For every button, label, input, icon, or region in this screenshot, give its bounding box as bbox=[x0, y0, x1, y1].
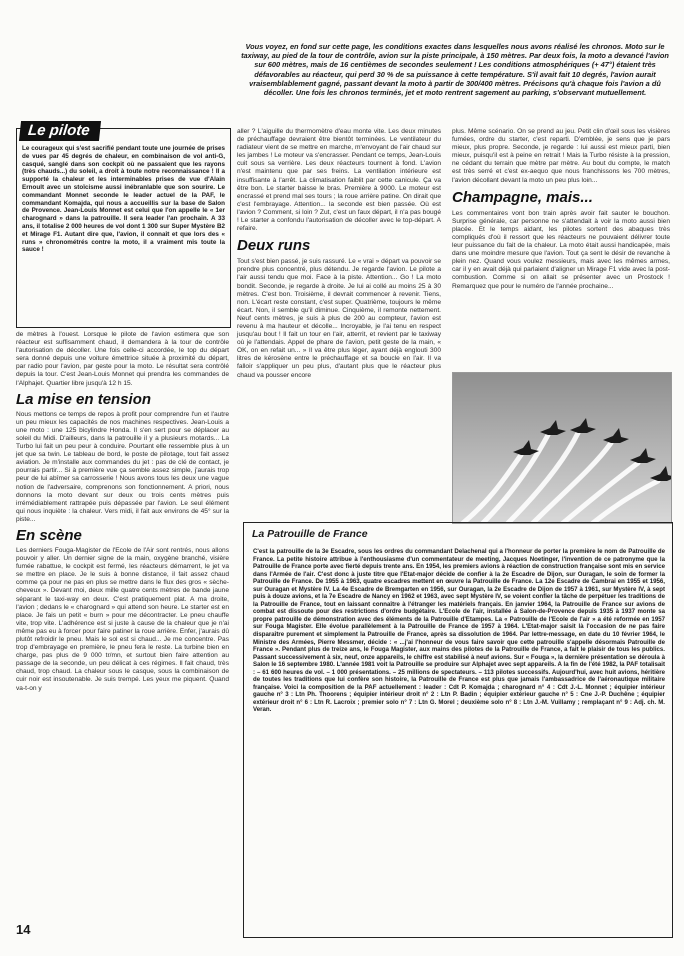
heading-champagne: Champagne, mais... bbox=[452, 188, 593, 206]
col1-paragraph: Nous mettons ce temps de repos à profit pour comprendre l'un et l'autre un peu mieux les capacités de nos machines respectives. Jean-Louis a une moto : une 125 bicylindre Honda. Il s'en sert pour se déplacer au soleil du Midi. D'ailleurs, dans la patrouille il y a plusieurs motards... La Turbo lui fait un peu peur à conduire. Pourtant elle ressemble plus à un jet que sa twin. Le tableau de bord, le poste de pilotage, tout fait assez aviation. Je m'installe aux commandes du jet : pas de clé de contact, je pourrais partir... Si à première vue ça semble assez simple, j'aurais trop peur de lui abîmer sa carrosserie ! Nous avons tous les deux une vague notion de l'adversaire, comprenons son fonctionnement. A priori, nous donnons la moto devant sur deux ou trois cents mètres puis irrémédiablement rattrapée puis dépassée par l'avion. Le seul élément qui nous inquiète : la chaleur. Vers midi, il fait aux environs de 45° sur la piste... bbox=[16, 410, 229, 523]
col1-paragraph: de mètres à l'ouest. Lorsque le pilote de l'avion estimera que son réacteur est suffisamment chaud, il demandera à la tour de contrôle l'autorisation de décoller. Une fois celle-ci accordée, le top du départ sera donné depuis une voiture émettrice située à proximité du départ, par radio pour l'avion, par geste pour la moto. Le résultat sera contrôlé depuis la tour. C'est Jean-Louis Monnet qui prendra les commandes de l'Alphajet. Quartier libre jusqu'à 12 h 15. bbox=[16, 331, 229, 387]
column-2 bbox=[237, 128, 441, 380]
intro-caption: Vous voyez, en fond sur cette page, les conditions exactes dans lesquelles nous avons réalisé les chronos. Moto sur le taxiway, au pied de la tour de contrôle, avion sur la piste principale, à 150 mètres. Par deux fois, la moto a devancé l'avion sur 600 mètres, mais de 16 centièmes de secondes seulement ! Les conditions atmosphériques (+ 47°) étaient très défavorables au réacteur, qui perd 30 % de sa puissance à cette température. S'il avait fait 10 degrés, l'avion aurait vraisemblablement gagné, passant devant la moto à partir de 300/400 mètres. Précisons qu'à chaque fois l'avion a dû décoller. Une fois les chronos terminés, jet et moto rentrent sagement au parking, s'observant mutuellement. bbox=[241, 42, 669, 98]
heading-mise-en-tension: La mise en tension bbox=[16, 390, 152, 408]
jets-formation-image bbox=[453, 373, 671, 523]
col2-paragraph: Tout s'est bien passé, je suis rassuré. Le « vrai » départ va pouvoir se prendre plus concentré, plus détendu. Je regarde l'avion. Le pilote a l'air aussi tendu que moi. Face à la piste. Attention... Go ! La moto bondit. Seconde, je regarde à droite. Je lui ai collé au moins 25 à 30 mètres. C'est bon. Troisième, il devrait commencer à revenir. Tiens, non. L'écart reste constant, c'est super. Quatrième, toujours le même écart. Non, il semble qu'il diminue. Cinquième, il remonte nettement. Neuf cents mètres, je suis à plus de 200 au compteur, l'avion est revenu à ma hauteur et décolle... Incroyable, je l'ai tenu en respect jusqu'au bout ! Il fait un tour en l'air, atterrit, et revient par le taxiway où je l'attendais. Appel de phare de l'avion, petit geste de la main, « OK, on en refait un... » Il va être plus léger, ayant déjà englouti 300 litres de kérosène entre le préchauffage et sa boucle en l'air. Il va falloir s'appliquer un peu plus, d'autant plus que le réacteur plus chaud va pousser encore bbox=[237, 258, 441, 379]
pilote-heading: Le pilote bbox=[19, 121, 101, 141]
column-1 bbox=[16, 331, 229, 693]
col2-paragraph: aller ? L'aiguille du thermomètre d'eau monte vite. Les deux minutes de préchauffage devraient être bientôt terminées. Le ventilateur du radiateur vient de se mettre en marche, m'envoyant de l'air chaud sur les jambes ! Le moteur va s'encrasser. Pendant ce temps, Jean-Louis cuit sous sa verrière. Les deux réacteurs tournent à fond. L'avion n'est maintenu que par ses freins. La ventilation intérieure est insuffisante à l'arrêt. La climatisation faiblit par cette canicule. Ça va être bon. Le starter baisse le bras. Première à 9000. Le moteur est encrassé et prend mal ses tours ; la roue arrière patine. On dirait que c'est l'embrayage. Attention... la seconde est bien passée. Où est l'avion ? Comment, si loin ? Zut, c'est un faux départ, il n'a pas bougé ! Le starter a confondu l'autorisation de décoller avec le top-départ. A refaire. bbox=[237, 128, 441, 233]
col3-paragraph: plus. Même scénario. On se prend au jeu. Petit clin d'œil sous les visières fumées, ordre du starter, c'est reparti. D'emblée, je sens que je pars mieux, plus propre. Seconde, je regarde : lui aussi est mieux parti, bien mieux, puisqu'il est à peine en retrait ! Mais la Turbo résiste à la pression, ne cédant du terrain que mètre par mètre. Au bout du compte, le match est très serré et c'est ex-aequo que nous franchissons les 700 mètres, l'avion décollant devant la moto un peu plus loin... bbox=[452, 128, 670, 184]
col1-paragraph: Les derniers Fouga-Magister de l'Ecole de l'Air sont rentrés, nous allons pouvoir y aller. Un dernier signe de la main, oxygène branché, visière fumée rabattue, le cockpit est fermé, les réacteurs démarrent, le jet va se mettre en place. Je le suis à bonne distance, il fait assez chaud comme ça pour ne pas en plus se mettre dans le flux des gros « sèche-cheveux ». Devant moi, deux mille quatre cents mètres de bande jaune séparant le taxi-way en deux. C'est pratiquement plat. A ma droite, l'avion ; dedans le « charognard » qui attend son heure. Le starter est en place. Je fais un petit « burn » pour me décontracter. Le pneu chauffe vite, trop vite. L'adhérence est si juste à cause de la chaleur que je n'ai même pas eu à forcer pour faire patiner la roue arrière. Enfer, j'aurais dû plutôt refroidir le pneu. Mais le sol est si chaud... Je me concentre. Pas trop d'embrayage en première, le pneu fera le reste. La turbine bien en charge, pas plus de 9 000 tr/mn, et surtout bien faire attention au passage de la seconde, un peu délicat à ces régimes. Il fait chaud, très chaud, trop chaud. La chaleur sous le casque, sous la combinaison de cuir noir est insoutenable. Je suis trempé. Les yeux me piquent. Quand va-t-on y bbox=[16, 546, 229, 692]
column-3 bbox=[452, 128, 670, 291]
heading-deux-runs: Deux runs bbox=[237, 237, 311, 255]
col3-paragraph: Les commentaires vont bon train après avoir fait sauter le bouchon. Surprise générale, car personne ne s'attendait à voir la moto aussi bien placée. Et le temps aidant, les pilotes sortent des abaques très compliqués d'où il ressort que les réacteurs ne pouvaient délivrer toute leur puissance du fait de la chaleur. La moto était aussi handicapée, mais dans une moindre mesure que l'avion. Tout ça sent le désir de revanche à plein nez. Quand vous voulez messieurs, mais avec les mêmes armes, car il y en avait déjà qui parlaient d'aligner un Mirage F1 vide avec la post-combustion. Comme si on allait se présenter avec un Prostock ! Remarquez que pour le numéro de l'année prochaine... bbox=[452, 209, 670, 290]
page-number: 14 bbox=[16, 922, 31, 937]
pilote-text: Le courageux qui s'est sacrifié pendant toute une journée de prises de vues par 45 degrés de chaleur, en combinaison de vol anti-G, casqué, sanglé dans son cockpit où ne passaient que les rayons (très chauds...) du soleil, a droit à toute notre reconnaissance ! Il a supporté la chaleur et les interminables prises de vue d'Alain Ernoult avec un stoïcisme aussi inébranlable que son sourire. Le commandant Monnet seconde le leader actuel de la PAF, le commandant Komajda, qui nous a accueillis sur la base de Salon de Provence. Jean-Louis Monnet est celui que l'on appelle le « 1er charognard » dans la patrouille. Il sera leader l'an prochain. A 33 ans, il totalise 2 000 heures de vol dont 1 300 sur Super Mystère B2 et Mirage F1. Autant dire que, l'avion, il connaît et que lors des « runs » chronométrés contre la moto, il a vraiment mis toute la sauce ! bbox=[22, 145, 225, 254]
heading-en-scene: En scène bbox=[16, 526, 82, 544]
paf-text: C'est la patrouille de la 3e Escadre, sous les ordres du commandant Delachenal qui a l'honneur de porter la première le nom de Patrouille de France. La petite histoire attribue à l'enthousiasme d'un commentateur de meeting, Jacques Noetinger, l'invention de ce patronyme que la Patrouille de France porte avec fierté depuis trente ans. En 1954, les premiers avions à réaction de construction française sont mis en service dans l'Armée de l'air. C'est donc à juste titre que l'Etat-major décide de confier à la 2e Escadre de Dijon, sur Ouragan, le soin de former la Patrouille de France. De 1955 à 1963, quatre escadres mettent en œuvre la Patrouille de France. La 12e Escadre de Cambrai en 1955 et 1956, sur Ouragan et Mystère IV. La 4e Escadre de Bremgarten en 1956, sur Ouragan, la 2e Escadre de Dijon de 1957 à 1961, sur Mystère IV, à sept puis à douze avions, et la 7e Escadre de Nancy en 1962 et 1963, avec sept Mystère IV, se voient confier la tâche de perpétuer les traditions de la Patrouille de France, tout en laissant connaître à l'étranger les matériels français. En janvier 1964, la Patrouille de France sur avions de combat est dissoute pour des restrictions d'ordre budgétaire. L'Ecole de l'air, installée à Salon-de-Provence depuis 1935 à 1937 monte sa propre patrouille de démonstration avec des éléments de la Patrouille d'Etampes. La « Patrouille de l'Ecole de l'air » a été reformée en 1957 sur Fouga Magister. Elle évolue parallèlement à la Patrouille de France de 1957 à 1964. L'Etat-major saisit là l'occasion de ne pas faire disparaître purement et simplement la Patrouille de France, après sa dissolution de 1964. Par lettre-message, en date du 10 février 1964, le Ministre des Armées, Pierre Messmer, décide : « ...j'ai l'honneur de vous faire savoir que cette patrouille s'appelle désormais Patrouille de France ». Pendant plus de treize ans, le Fouga Magister, aux mains des pilotes de la Patrouille de France, a fait le plaisir de tous les publics. Passant successivement à six, neuf, onze appareils, le chiffre est stabilisé à neuf avions. Sur « Fouga », la dernière présentation se déroula à Salon le 16 septembre 1980. L'année 1981 voit la Patrouille se produire sur Alphajet avec sept appareils. A la fin de l'été 1982, la PAF totalisait : – 61 600 heures de vol. – 1 000 présentations. – 25 millions de spectateurs. – 113 pilotes successifs. Aujourd'hui, avec huit avions, héritière de toutes les traditions que lui confère son histoire, la Patrouille de France est plus que jamais l'ambassadrice de l'aéronautique militaire française. Voici la composition de la PAF actuellement : leader : Cdt P. Komajda ; charognard n° 4 : Cdt J.-L. Monnet ; équipier intérieur gauche n° 3 : Ltn Ph. Thoorens ; équipier intérieur droit n° 2 : Ltn P. Badin ; équipier extérieur gauche n° 5 : Cne J.-P. Duchêne ; équipier extérieur droit n° 6 : Ltn R. Lacroix ; premier solo n° 7 : Ltn G. Morel ; deuxième solo n° 8 : Ltn J.-M. Vuillamy ; remplaçant n° 9 : Adj. ch. M. Veran. bbox=[253, 548, 665, 714]
patrouille-photo bbox=[452, 372, 672, 524]
paf-title: La Patrouille de France bbox=[252, 528, 368, 540]
